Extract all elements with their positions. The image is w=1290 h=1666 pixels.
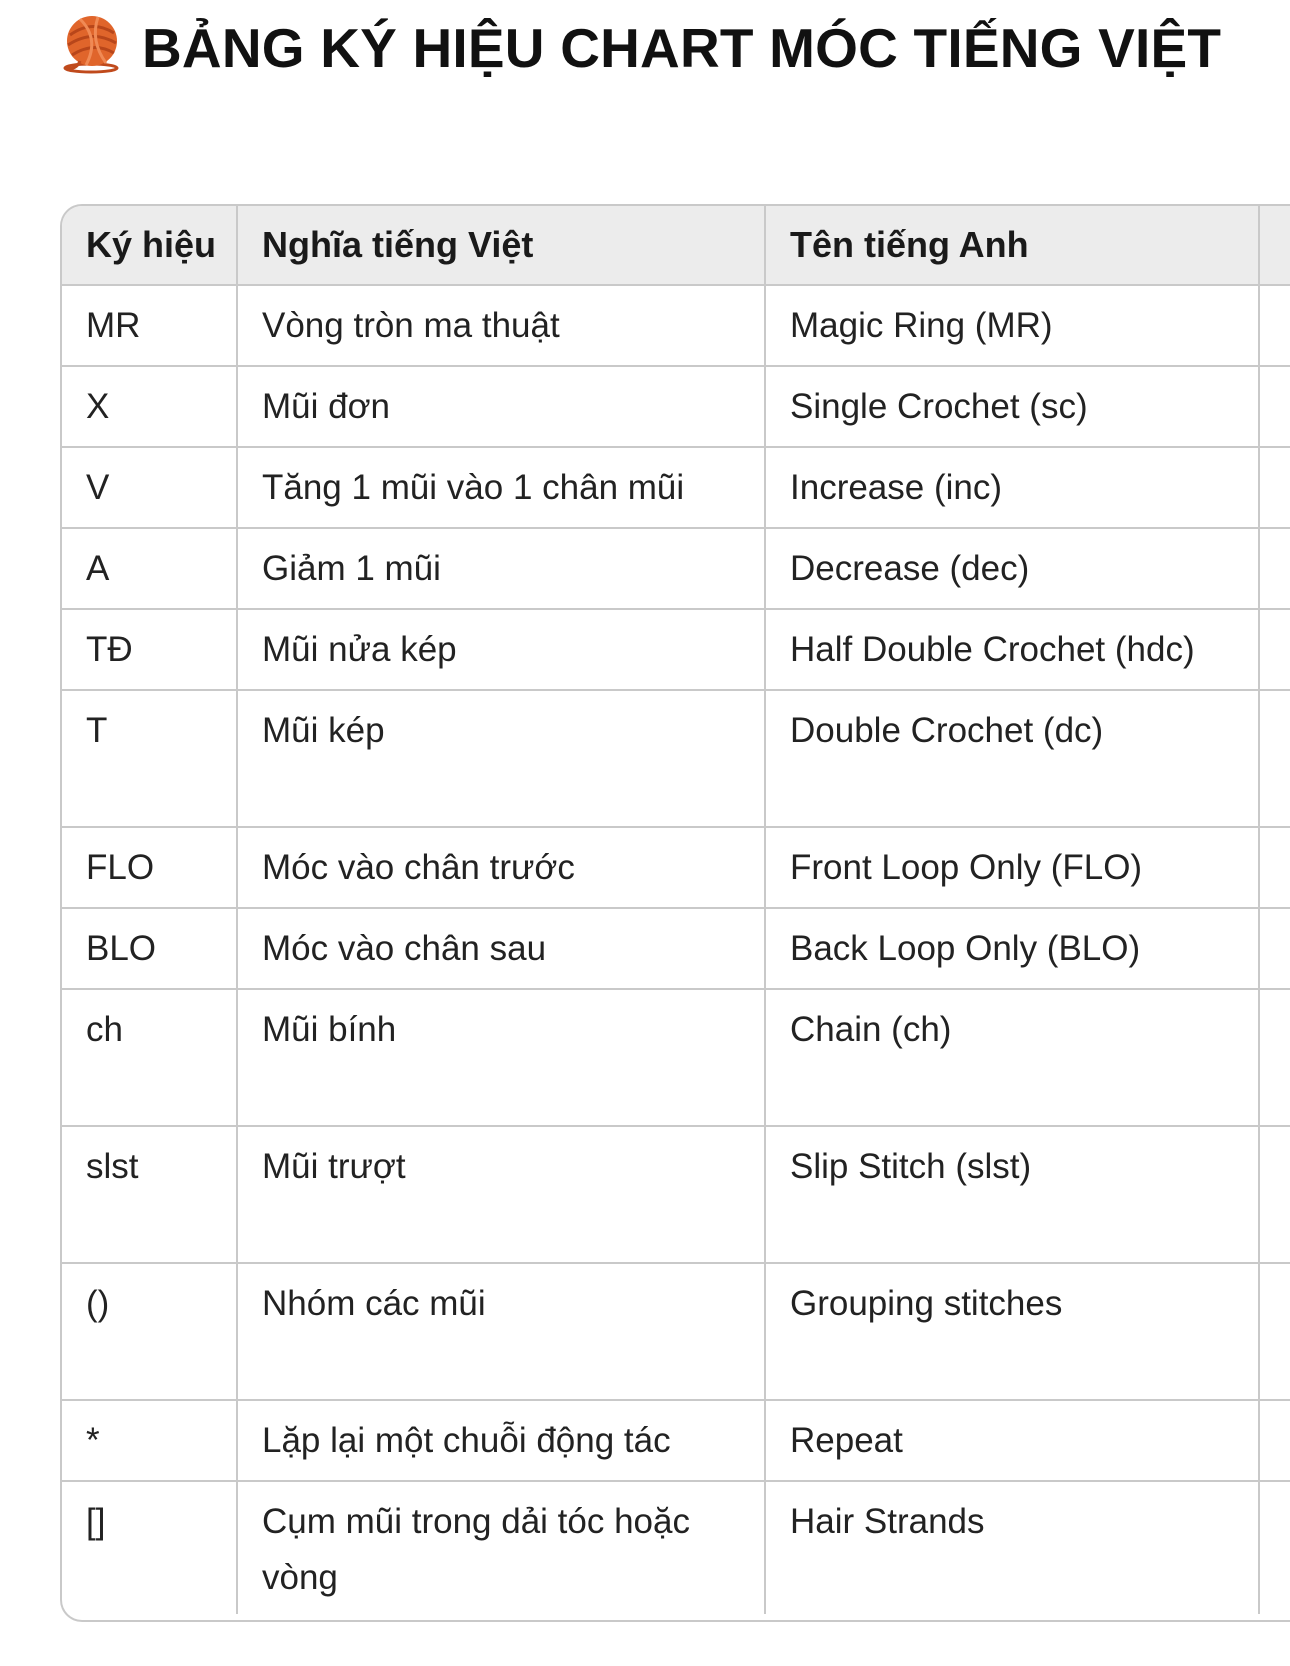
cell-vietnamese: Mũi kép xyxy=(237,690,765,827)
cell-symbol: slst xyxy=(62,1126,237,1263)
table-row xyxy=(62,285,1290,366)
cell-truncated xyxy=(1259,285,1290,366)
table-row xyxy=(62,366,1290,447)
table-row xyxy=(62,528,1290,609)
cell-english: Single Crochet (sc) xyxy=(765,366,1259,447)
cell-vietnamese: Lặp lại một chuỗi động tác xyxy=(237,1400,765,1481)
page-title-text: BẢNG KÝ HIỆU CHART MÓC TIẾNG VIỆT xyxy=(142,17,1222,79)
cell-symbol: X xyxy=(62,366,237,447)
cell-vietnamese: Vòng tròn ma thuật xyxy=(237,285,765,366)
table-row xyxy=(62,690,1290,827)
cell-truncated xyxy=(1259,1126,1290,1263)
cell-english: Decrease (dec) xyxy=(765,528,1259,609)
cell-english: Slip Stitch (slst) xyxy=(765,1126,1259,1263)
table-row xyxy=(62,908,1290,989)
cell-english: Increase (inc) xyxy=(765,447,1259,528)
table-row xyxy=(62,609,1290,690)
symbol-table xyxy=(62,206,1290,1614)
cell-truncated xyxy=(1259,528,1290,609)
cell-vietnamese: Nhóm các mũi xyxy=(237,1263,765,1400)
cell-symbol: BLO xyxy=(62,908,237,989)
header-symbol: Ký hiệu xyxy=(62,206,237,285)
cell-english: Hair Strands xyxy=(765,1481,1259,1614)
cell-truncated xyxy=(1259,827,1290,908)
cell-english: Back Loop Only (BLO) xyxy=(765,908,1259,989)
table-header-row xyxy=(62,206,1290,285)
cell-vietnamese: Móc vào chân trước xyxy=(237,827,765,908)
yarn-ball-icon xyxy=(60,11,124,75)
symbol-table-container xyxy=(60,204,1290,1622)
cell-vietnamese: Tăng 1 mũi vào 1 chân mũi xyxy=(237,447,765,528)
cell-symbol: T xyxy=(62,690,237,827)
cell-english: Double Crochet (dc) xyxy=(765,690,1259,827)
cell-truncated xyxy=(1259,1481,1290,1614)
cell-truncated xyxy=(1259,609,1290,690)
cell-symbol: V xyxy=(62,447,237,528)
cell-vietnamese: Giảm 1 mũi xyxy=(237,528,765,609)
cell-symbol: FLO xyxy=(62,827,237,908)
cell-truncated xyxy=(1259,1263,1290,1400)
cell-english: Half Double Crochet (hdc) xyxy=(765,609,1259,690)
cell-truncated xyxy=(1259,447,1290,528)
table-row xyxy=(62,989,1290,1126)
cell-symbol: [] xyxy=(62,1481,237,1614)
cell-vietnamese: Cụm mũi trong dải tóc hoặc vòng xyxy=(237,1481,765,1614)
cell-vietnamese: Mũi nửa kép xyxy=(237,609,765,690)
cell-vietnamese: Móc vào chân sau xyxy=(237,908,765,989)
table-row xyxy=(62,1263,1290,1400)
cell-symbol: * xyxy=(62,1400,237,1481)
cell-vietnamese: Mũi đơn xyxy=(237,366,765,447)
cell-symbol: TĐ xyxy=(62,609,237,690)
cell-vietnamese: Mũi trượt xyxy=(237,1126,765,1263)
cell-truncated xyxy=(1259,989,1290,1126)
table-row xyxy=(62,1126,1290,1263)
table-row xyxy=(62,827,1290,908)
cell-symbol: MR xyxy=(62,285,237,366)
header-vietnamese-meaning: Nghĩa tiếng Việt xyxy=(237,206,765,285)
page-title xyxy=(60,8,1250,88)
cell-symbol: () xyxy=(62,1263,237,1400)
cell-symbol: ch xyxy=(62,989,237,1126)
cell-english: Repeat xyxy=(765,1400,1259,1481)
cell-english: Grouping stitches xyxy=(765,1263,1259,1400)
table-row xyxy=(62,1400,1290,1481)
cell-truncated xyxy=(1259,690,1290,827)
header-english-name: Tên tiếng Anh xyxy=(765,206,1259,285)
table-row xyxy=(62,447,1290,528)
cell-truncated xyxy=(1259,366,1290,447)
table-row xyxy=(62,1481,1290,1614)
cell-english: Magic Ring (MR) xyxy=(765,285,1259,366)
header-truncated-column xyxy=(1259,206,1290,285)
cell-truncated xyxy=(1259,908,1290,989)
cell-english: Chain (ch) xyxy=(765,989,1259,1126)
cell-truncated xyxy=(1259,1400,1290,1481)
title-block xyxy=(60,8,1250,88)
cell-english: Front Loop Only (FLO) xyxy=(765,827,1259,908)
cell-symbol: A xyxy=(62,528,237,609)
cell-vietnamese: Mũi bính xyxy=(237,989,765,1126)
